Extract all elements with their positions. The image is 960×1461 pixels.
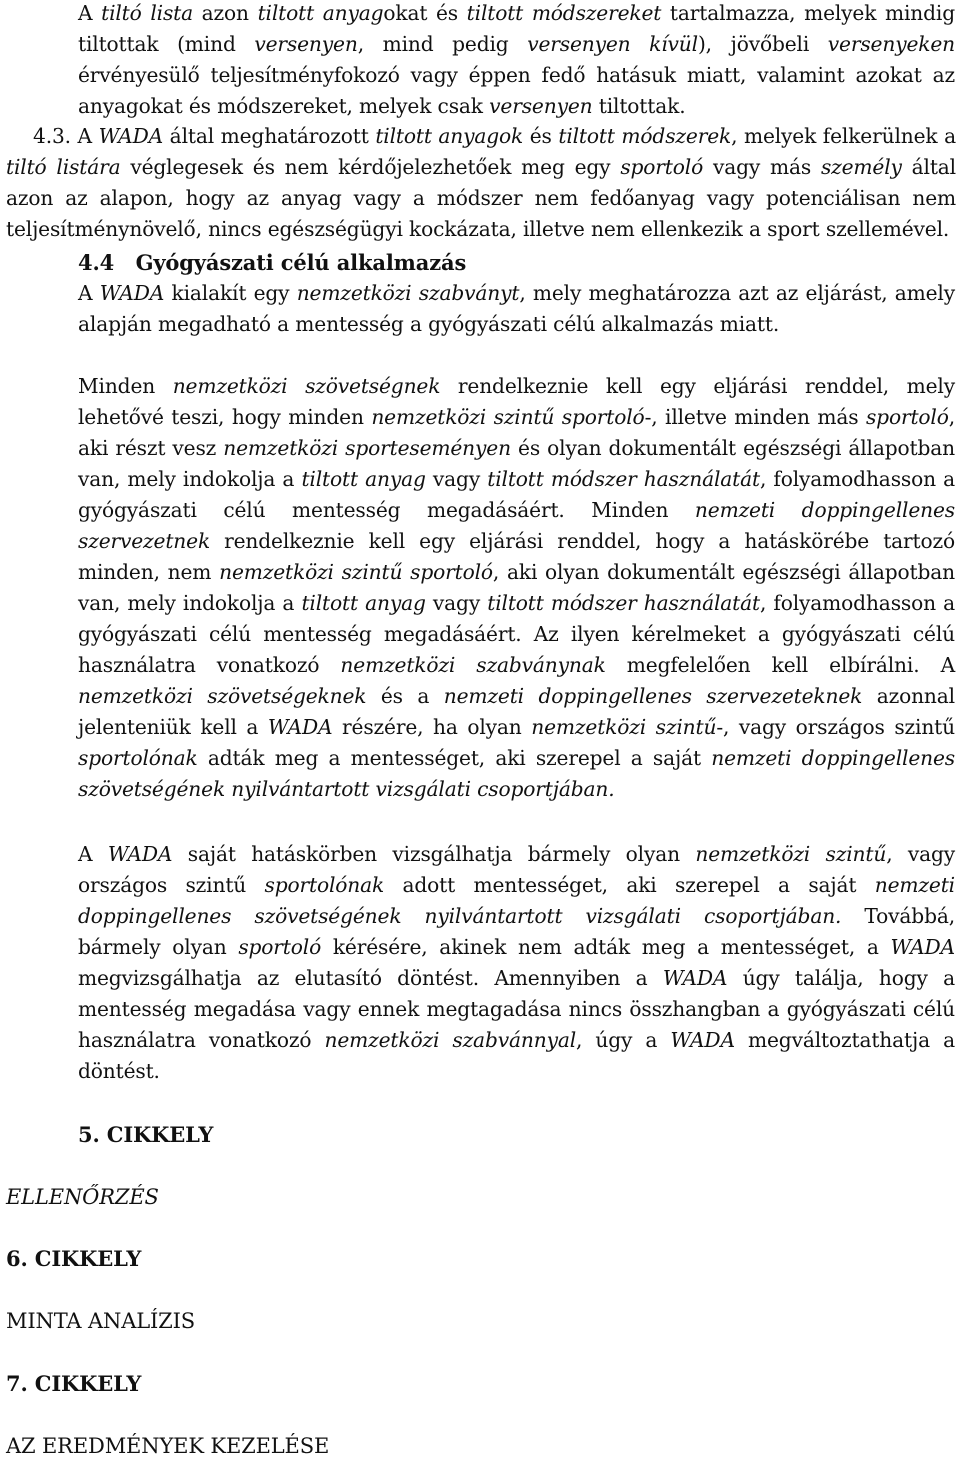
text-run: , mind pedig [357, 32, 528, 56]
text-run: vagy [425, 467, 488, 491]
text-run: azon [193, 1, 258, 25]
text-run: tiltottak. [592, 94, 686, 118]
text-run: , mely meghatározza azt az eljárást, amely alapján megadható a mentesség a gyógyászati célú alkalmazás miatt. [78, 281, 955, 336]
italic-term: WADA [99, 281, 165, 305]
section-title: Gyógyászati célú alkalmazás [135, 250, 467, 275]
text-run: úgy találja, hogy a mentesség megadása vagy ennek megtagadása nincs összhangban a gyógyászati célú használatra vonatkozó [78, 966, 955, 1052]
article-7-title: AZ EREDMÉNYEK KEZELÉSE [6, 1434, 330, 1458]
text-run: adták meg a mentességet, aki szerepel a saját [197, 746, 712, 770]
text-run: -, illetve minden más [644, 405, 866, 429]
italic-term: sportolónak [264, 873, 385, 897]
text-run: kialakít egy [164, 281, 297, 305]
paragraph-4-3 [6, 121, 956, 245]
section-number: 4.4 [78, 250, 115, 275]
text-run: kérésére, akinek nem adták meg a mentességet, a [321, 935, 891, 959]
italic-term: versenyen kívül [527, 32, 698, 56]
text-run: , melyek felkerülnek a [731, 124, 956, 148]
italic-term: nemzetközi szintű sportoló [219, 560, 493, 584]
text-run: , aki olyan dokumentált egészségi állapotban van, mely indokolja a [78, 560, 956, 615]
paragraph-4-4-intro [78, 278, 955, 340]
italic-term: tiltó lista [101, 1, 193, 25]
text-run: , vagy országos szintű [78, 842, 956, 897]
italic-term: nemzeti doppingellenes szövetségének nyilvántartott vizsgálati csoportjában. [78, 746, 955, 801]
text-run: vagy [425, 591, 488, 615]
italic-term: nemzetközi szintű sportoló [371, 405, 645, 429]
italic-term: nemzeti doppingellenes szövetségének nyilvántartott vizsgálati csoportjában. [78, 873, 955, 928]
section-heading-4-4 [78, 248, 466, 278]
italic-term: nemzetközi szintű [695, 842, 887, 866]
text-run: Minden [78, 374, 173, 398]
text-run: A [78, 281, 100, 305]
italic-term: sportoló [238, 935, 322, 959]
article-5-heading: 5. CIKKELY [78, 1122, 214, 1147]
italic-term: személy [820, 155, 902, 179]
article-7-heading: 7. CIKKELY [6, 1371, 142, 1396]
text-run: vagy más [703, 155, 821, 179]
italic-term: tiltott módszer használatát [487, 467, 760, 491]
italic-term: nemzetközi szabványnak [340, 653, 606, 677]
italic-term: WADA [890, 935, 955, 959]
text-run: érvényesülő teljesítményfokozó vagy éppen fedő hatásuk miatt, valamint azokat az anyagokat és módszereket, melyek csak [78, 63, 955, 118]
italic-term: tiltó listára [6, 155, 121, 179]
italic-term: tiltott anyag [257, 1, 384, 25]
text-run: , úgy a [576, 1028, 671, 1052]
italic-term: WADA [670, 1028, 735, 1052]
text-run: 4.3. A [33, 124, 99, 148]
italic-term: tiltott módszereket [466, 1, 662, 25]
article-6-title: MINTA ANALÍZIS [6, 1309, 195, 1333]
text-run: véglegesek és nem kérdőjelezhetőek meg egy [120, 155, 621, 179]
article-5-title: ELLENŐRZÉS [6, 1185, 159, 1209]
text-run: A [78, 842, 108, 866]
italic-term: WADA [107, 842, 173, 866]
italic-term: nemzetközi szabványt [296, 281, 520, 305]
text-run: , aki részt vesz [78, 405, 956, 460]
paragraph-tilto-lista [78, 0, 955, 122]
italic-term: versenyeken [827, 32, 955, 56]
italic-term: nemzetközi szövetségeknek [78, 684, 367, 708]
text-run: rendelkeznie kell egy eljárási renddel, hogy a hatáskörébe tartozó minden, nem [78, 529, 955, 584]
italic-term: sportolónak [78, 746, 198, 770]
text-run: megfelelően kell elbírálni. A [605, 653, 955, 677]
article-6-heading: 6. CIKKELY [6, 1246, 142, 1271]
text-run: tartalmazza, melyek mindig tiltottak (mind [78, 1, 955, 56]
italic-term: versenyen [489, 94, 593, 118]
italic-term: tiltott módszerek [558, 124, 732, 148]
italic-term: WADA [267, 715, 333, 739]
text-run: -, vagy országos szintű [716, 715, 955, 739]
italic-term: tiltott anyag [301, 467, 426, 491]
text-run: , folyamodhasson a gyógyászati célú mentesség megadásáért. Minden [78, 467, 956, 522]
paragraph-minden [78, 371, 955, 805]
italic-term: WADA [98, 124, 164, 148]
italic-term: nemzetközi szabvánnyal [324, 1028, 577, 1052]
italic-term: tiltott anyagok [375, 124, 524, 148]
text-run: megvizsgálhatja az elutasító döntést. Amennyiben a [78, 966, 663, 990]
italic-term: nemzeti doppingellenes szervezeteknek [443, 684, 863, 708]
italic-term: sportoló [865, 405, 949, 429]
text-run: által azon az alapon, hogy az anyag vagy a módszer nem fedőanyag vagy potenciálisan nem teljesítménynövelő, nincs egészségügyi kockázata, illetve nem ellenkezik a sport szellemével. [6, 155, 956, 241]
text-run: részére, ha olyan [332, 715, 532, 739]
text-run: és olyan dokumentált egészségi állapotban van, mely indokolja a [78, 436, 955, 491]
text-run: Továbbá, bármely olyan [78, 904, 956, 959]
paragraph-wada-sajat [78, 839, 955, 1087]
italic-term: versenyen [254, 32, 358, 56]
italic-term: nemzeti doppingellenes szervezetnek [78, 498, 955, 553]
text-run: , folyamodhasson a gyógyászati célú mentesség megadásáért. Az ilyen kérelmeket a gyógyászati célú használatra vonatkozó [78, 591, 956, 677]
italic-term: nemzetközi szintű [531, 715, 717, 739]
italic-term: WADA [662, 966, 728, 990]
italic-term: tiltott módszer használatát [487, 591, 760, 615]
italic-term: nemzetközi szövetségnek [172, 374, 441, 398]
text-run: rendelkeznie kell egy eljárási renddel, mely lehetővé teszi, hogy minden [78, 374, 955, 429]
text-run: és a [366, 684, 444, 708]
text-run: által meghatározott [163, 124, 376, 148]
italic-term: tiltott anyag [301, 591, 426, 615]
text-run: ), jövőbeli [697, 32, 828, 56]
text-run: okat és [383, 1, 467, 25]
text-run: adott mentességet, aki szerepel a saját [384, 873, 875, 897]
text-run: saját hatáskörben vizsgálhatja bármely olyan [172, 842, 696, 866]
text-run: és [523, 124, 559, 148]
italic-term: nemzetközi sporteseményen [223, 436, 511, 460]
text-run: A [78, 1, 102, 25]
text-run: azonnal jelenteniük kell a [78, 684, 955, 739]
italic-term: sportoló [620, 155, 704, 179]
text-run: megváltoztathatja a döntést. [78, 1028, 955, 1083]
